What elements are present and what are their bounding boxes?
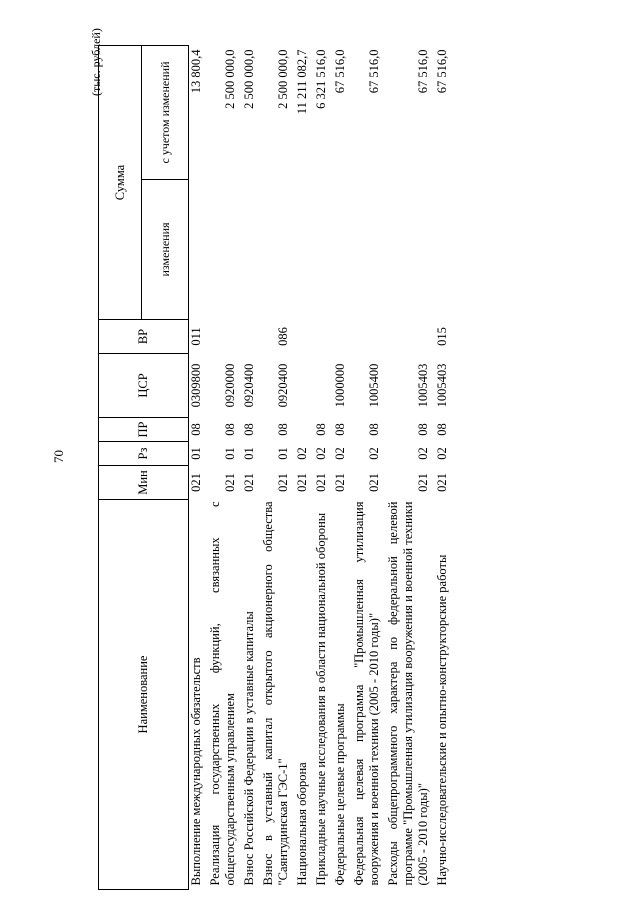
col-header-pr: ПР (99, 418, 189, 442)
table-row (261, 46, 295, 890)
cell-name: Взнос в уставный капитал открытого акционерного общества "Саянтудинская ГЭС-1" (261, 501, 290, 886)
cell-name: Расходы общепрограммного характера по федеральной целевой программе "Промышленная утилизация вооружения и военной техники (2005 - 2010 годы)" (386, 501, 430, 886)
cell-with-changes: 67 516,0 (435, 49, 449, 94)
cell-with-changes: 2 500 000,0 (242, 49, 256, 109)
cell-rz: 02 (314, 447, 328, 460)
cell-pr: 08 (314, 423, 328, 436)
col-header-changes: изменения (142, 180, 189, 320)
cell-rz: 01 (223, 447, 237, 460)
cell-vr (314, 320, 333, 354)
cell-rz: 02 (435, 447, 449, 460)
cell-min: 021 (295, 473, 309, 492)
cell-csr: 1005400 (367, 363, 381, 408)
cell-min: 021 (242, 473, 256, 492)
cell-with-changes: 11 211 082,7 (295, 49, 309, 115)
cell-vr: 015 (435, 327, 449, 346)
cell-with-changes: 67 516,0 (416, 49, 430, 94)
cell-min: 021 (314, 473, 328, 492)
cell-pr: 08 (242, 423, 256, 436)
cell-pr: 08 (435, 423, 449, 436)
cell-pr: 08 (276, 423, 290, 436)
table-row (435, 46, 454, 890)
cell-rz: 02 (367, 447, 381, 460)
cell-name: Национальная оборона (295, 762, 309, 886)
table-row (208, 46, 242, 890)
col-header-with-changes: с учетом изменений (142, 46, 189, 180)
cell-with-changes: 67 516,0 (333, 49, 347, 94)
table-row (333, 46, 352, 890)
cell-csr: 0920400 (242, 363, 256, 408)
cell-csr: 0920400 (276, 363, 290, 408)
cell-rz: 01 (189, 447, 203, 460)
cell-changes (352, 180, 386, 320)
col-header-sum: Сумма (99, 46, 142, 320)
cell-with-changes: 2 500 000,0 (223, 49, 237, 109)
cell-pr: 08 (367, 423, 381, 436)
cell-changes (314, 180, 333, 320)
cell-changes (261, 180, 295, 320)
cell-with-changes: 6 321 516,0 (314, 49, 328, 109)
cell-min: 021 (276, 473, 290, 492)
cell-pr: 08 (189, 423, 203, 436)
cell-name: Реализация государственных функций, связанных с общегосударственным управлением (208, 501, 237, 886)
budget-table (98, 45, 454, 890)
table-row (314, 46, 333, 890)
cell-vr (386, 320, 435, 354)
table-body (189, 46, 455, 890)
cell-changes (295, 180, 314, 320)
col-header-name: Наименование (99, 500, 189, 890)
col-header-rz: Рз (99, 442, 189, 466)
cell-vr (352, 320, 386, 354)
cell-rz: 02 (416, 447, 430, 460)
cell-min: 021 (367, 473, 381, 492)
table-row (242, 46, 261, 890)
cell-name: Федеральные целевые программы (333, 703, 347, 886)
col-header-min: Мин (99, 466, 189, 500)
cell-vr: 011 (189, 327, 203, 346)
table-row (295, 46, 314, 890)
cell-name: Научно-исследовательские и опытно-конструкторские работы (435, 554, 449, 886)
cell-vr (333, 320, 352, 354)
cell-with-changes: 13 800,4 (189, 49, 203, 94)
cell-min: 021 (416, 473, 430, 492)
units-note: (тыс. рублей) (89, 28, 103, 96)
cell-csr: 1000000 (333, 363, 347, 408)
cell-vr (295, 320, 314, 354)
cell-name: Прикладные научные исследования в области национальной обороны (314, 512, 328, 886)
cell-changes (242, 180, 261, 320)
cell-name: Выполнение международных обязательств (189, 657, 203, 886)
table-row (189, 46, 209, 890)
cell-pr: 08 (223, 423, 237, 436)
cell-min: 021 (189, 473, 203, 492)
budget-table-container (98, 46, 598, 890)
cell-rz: 02 (295, 447, 309, 460)
cell-rz: 01 (276, 447, 290, 460)
cell-csr (295, 354, 314, 418)
cell-csr: 0309800 (189, 363, 203, 408)
header-row (99, 46, 142, 890)
cell-changes (435, 180, 454, 320)
cell-min: 021 (223, 473, 237, 492)
table-row (386, 46, 435, 890)
cell-changes (386, 180, 435, 320)
col-header-csr: ЦСР (99, 354, 189, 418)
cell-vr (242, 320, 261, 354)
cell-rz: 02 (333, 447, 347, 460)
cell-csr: 0920000 (223, 363, 237, 408)
cell-min: 021 (435, 473, 449, 492)
cell-changes (208, 180, 242, 320)
cell-rz: 01 (242, 447, 256, 460)
cell-csr: 1005403 (416, 363, 430, 408)
cell-vr: 086 (276, 327, 290, 346)
cell-min: 021 (333, 473, 347, 492)
page-number: 70 (51, 450, 66, 463)
cell-csr (314, 354, 333, 418)
table-row (352, 46, 386, 890)
cell-pr (295, 418, 314, 442)
cell-changes (333, 180, 352, 320)
cell-pr: 08 (333, 423, 347, 436)
cell-name: Взнос Российской Федерации в уставные капиталы (242, 611, 256, 886)
cell-changes (189, 180, 209, 320)
cell-pr: 08 (416, 423, 430, 436)
cell-with-changes: 2 500 000,0 (276, 49, 290, 109)
cell-name: Федеральная целевая программа "Промышленная утилизация вооружения и военной техники (2005 - 2010 годы)" (352, 501, 381, 886)
col-header-vr: ВР (99, 320, 189, 354)
cell-csr: 1005403 (435, 363, 449, 408)
cell-vr (208, 320, 242, 354)
cell-with-changes: 67 516,0 (367, 49, 381, 94)
